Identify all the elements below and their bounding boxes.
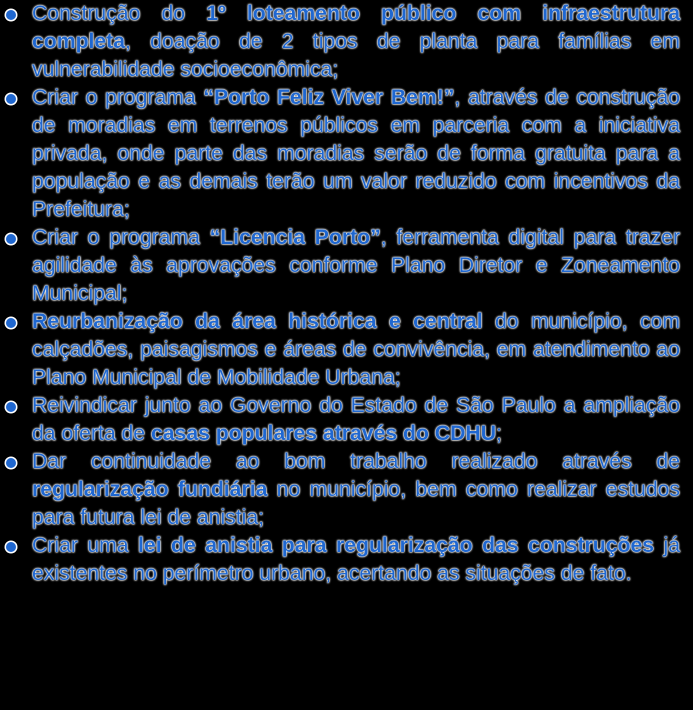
bullet-icon	[6, 458, 16, 468]
item-text-plain: , ferramenta digital para trazer agilidade às aprovações conforme Plano Diretor e Zoneamento Municipal;	[32, 226, 680, 305]
item-text-plain: Criar o programa	[32, 86, 204, 109]
proposal-item	[0, 84, 680, 224]
bullet-icon	[6, 234, 16, 244]
proposal-item	[0, 224, 680, 308]
item-text-bold: 1º loteamento público com infraestrutura completa	[32, 2, 680, 53]
item-text-bold: lei de anistia para regularização das construções	[138, 534, 655, 557]
item-text-plain: Criar uma	[32, 534, 139, 557]
bullet-icon	[6, 402, 16, 412]
item-text-plain: Dar continuidade ao bom trabalho realizado através de	[32, 450, 680, 473]
proposal-item	[0, 308, 680, 392]
item-text-bold: “Licencia Porto”	[209, 226, 381, 249]
item-text-plain: Construção do	[32, 2, 207, 25]
item-text-plain: Criar o programa	[32, 226, 210, 249]
bullet-icon	[6, 10, 16, 20]
item-text-plain: do município, com calçadões, paisagismos e áreas de convivência, em atendimento ao Plano Municipal de Mobilidade Urbana;	[32, 310, 680, 389]
bullet-icon	[6, 542, 16, 552]
item-text-bold: regularização fundiária	[32, 478, 268, 501]
item-text-plain: no município, bem como realizar estudos para futura lei de anistia;	[32, 478, 680, 529]
proposal-item	[0, 448, 680, 532]
item-text-bold: “Porto Feliz Viver Bem!”	[203, 86, 455, 109]
item-text-bold: casas populares através do CDHU	[150, 422, 497, 445]
item-text-plain: , doação de 2 tipos de planta para famílias em vulnerabilidade socioeconômica;	[32, 30, 680, 81]
item-text-plain: Reivindicar junto ao Governo do Estado de São Paulo a ampliação da oferta de	[32, 394, 680, 445]
item-text-plain: ;	[496, 422, 502, 445]
item-text-plain: já existentes no perímetro urbano, acertando as situações de fato.	[32, 534, 680, 585]
proposal-item	[0, 392, 680, 448]
bullet-icon	[6, 318, 16, 328]
bullet-icon	[6, 94, 16, 104]
item-text-plain: , através de construção de moradias em terrenos públicos em parceria com a iniciativa privada, onde parte das moradias serão de forma gratuita para a população e as demais terão um valor reduzido com incentivos da Prefeitura;	[32, 86, 681, 221]
item-text-bold: Reurbanização da área histórica e central	[32, 310, 483, 333]
proposal-item	[0, 0, 680, 84]
proposal-item	[0, 532, 680, 588]
